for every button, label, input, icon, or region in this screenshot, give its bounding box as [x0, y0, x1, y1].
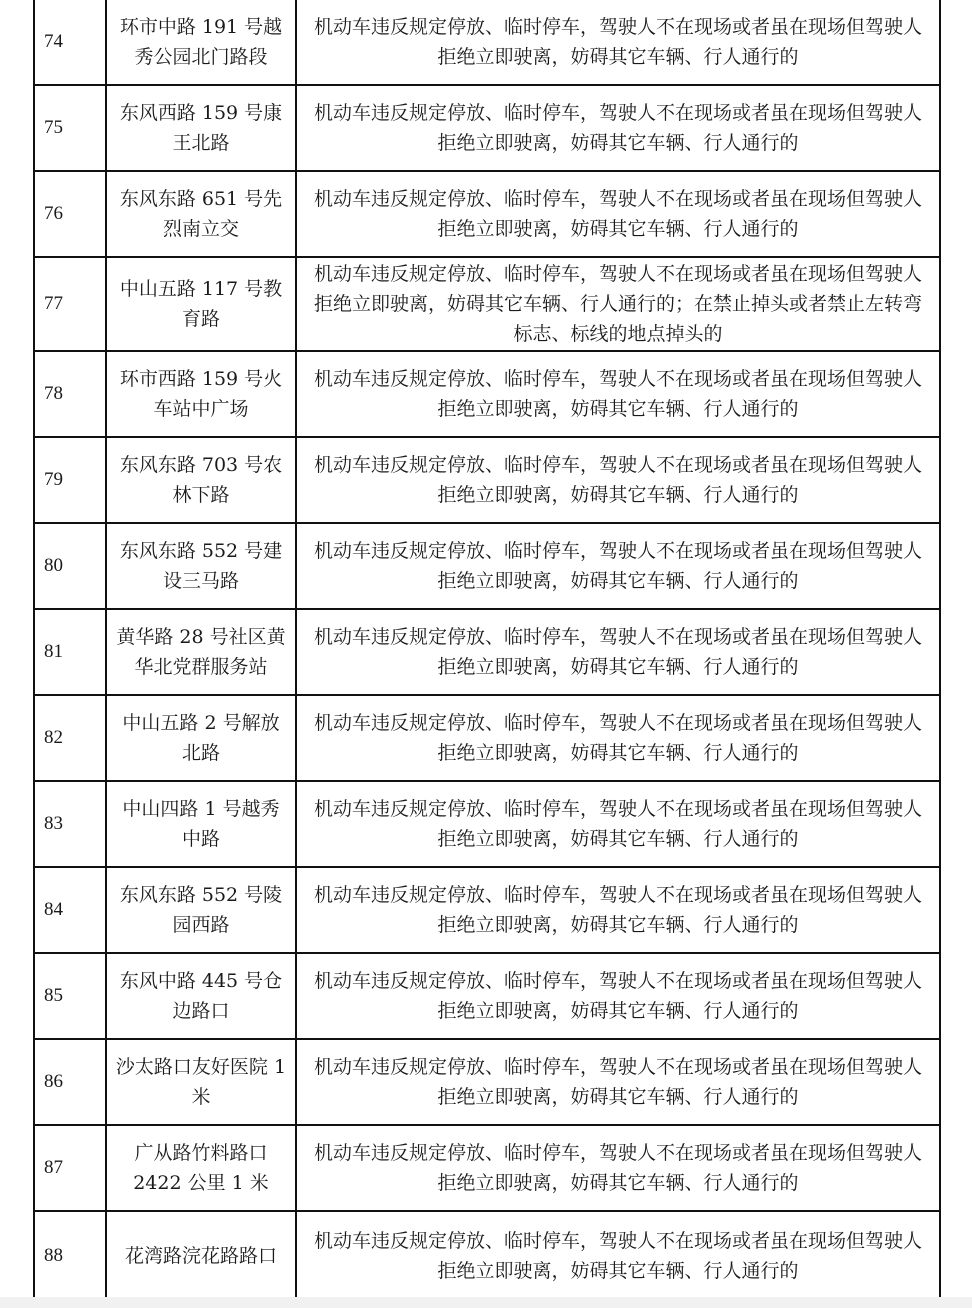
- table-row: [34, 781, 940, 867]
- row-number: 83: [34, 781, 106, 867]
- table-row: [34, 351, 940, 437]
- row-number: 81: [34, 609, 106, 695]
- violation-cell: 机动车违反规定停放、临时停车，驾驶人不在现场或者虽在现场但驾驶人拒绝立即驶离，妨碍其它车辆、行人通行的: [296, 1039, 940, 1125]
- location-cell: 花湾路浣花路路口: [106, 1211, 296, 1300]
- violation-cell: 机动车违反规定停放、临时停车，驾驶人不在现场或者虽在现场但驾驶人拒绝立即驶离，妨碍其它车辆、行人通行的: [296, 85, 940, 171]
- location-cell: 环市中路 191 号越秀公园北门路段: [106, 0, 296, 85]
- location-cell: 东风东路 552 号建设三马路: [106, 523, 296, 609]
- violation-cell: 机动车违反规定停放、临时停车，驾驶人不在现场或者虽在现场但驾驶人拒绝立即驶离，妨碍其它车辆、行人通行的: [296, 0, 940, 85]
- row-number: 85: [34, 953, 106, 1039]
- violation-cell: 机动车违反规定停放、临时停车，驾驶人不在现场或者虽在现场但驾驶人拒绝立即驶离，妨碍其它车辆、行人通行的: [296, 171, 940, 257]
- location-cell: 东风东路 552 号陵园西路: [106, 867, 296, 953]
- table-row: [34, 1211, 940, 1300]
- location-cell: 中山四路 1 号越秀中路: [106, 781, 296, 867]
- violation-cell: 机动车违反规定停放、临时停车，驾驶人不在现场或者虽在现场但驾驶人拒绝立即驶离，妨碍其它车辆、行人通行的: [296, 953, 940, 1039]
- location-cell: 广从路竹料路口 2422 公里 1 米: [106, 1125, 296, 1211]
- location-cell: 中山五路 2 号解放北路: [106, 695, 296, 781]
- table-row: [34, 171, 940, 257]
- row-number: 88: [34, 1211, 106, 1300]
- table-row: [34, 1125, 940, 1211]
- violation-cell: 机动车违反规定停放、临时停车，驾驶人不在现场或者虽在现场但驾驶人拒绝立即驶离，妨碍其它车辆、行人通行的: [296, 523, 940, 609]
- location-cell: 中山五路 117 号教育路: [106, 257, 296, 351]
- location-cell: 黄华路 28 号社区黄华北党群服务站: [106, 609, 296, 695]
- violation-cell: 机动车违反规定停放、临时停车，驾驶人不在现场或者虽在现场但驾驶人拒绝立即驶离，妨碍其它车辆、行人通行的: [296, 781, 940, 867]
- row-number: 78: [34, 351, 106, 437]
- location-cell: 东风东路 703 号农林下路: [106, 437, 296, 523]
- violation-cell: 机动车违反规定停放、临时停车，驾驶人不在现场或者虽在现场但驾驶人拒绝立即驶离，妨碍其它车辆、行人通行的: [296, 695, 940, 781]
- location-cell: 沙太路口友好医院 1 米: [106, 1039, 296, 1125]
- violation-cell: 机动车违反规定停放、临时停车，驾驶人不在现场或者虽在现场但驾驶人拒绝立即驶离，妨碍其它车辆、行人通行的: [296, 351, 940, 437]
- location-cell: 东风西路 159 号康王北路: [106, 85, 296, 171]
- violation-cell: 机动车违反规定停放、临时停车，驾驶人不在现场或者虽在现场但驾驶人拒绝立即驶离，妨碍其它车辆、行人通行的: [296, 867, 940, 953]
- row-number: 75: [34, 85, 106, 171]
- table-row: [34, 0, 940, 85]
- row-number: 74: [34, 0, 106, 85]
- table-row: [34, 523, 940, 609]
- table-row: [34, 867, 940, 953]
- table-row: [34, 953, 940, 1039]
- violation-cell: 机动车违反规定停放、临时停车，驾驶人不在现场或者虽在现场但驾驶人拒绝立即驶离，妨碍其它车辆、行人通行的: [296, 609, 940, 695]
- row-number: 80: [34, 523, 106, 609]
- row-number: 76: [34, 171, 106, 257]
- row-number: 84: [34, 867, 106, 953]
- violation-locations-table: [33, 0, 941, 1301]
- row-number: 77: [34, 257, 106, 351]
- table-row: [34, 1039, 940, 1125]
- row-number: 82: [34, 695, 106, 781]
- table-row: [34, 257, 940, 351]
- table-row: [34, 85, 940, 171]
- violation-cell: 机动车违反规定停放、临时停车，驾驶人不在现场或者虽在现场但驾驶人拒绝立即驶离，妨碍其它车辆、行人通行的: [296, 1211, 940, 1300]
- row-number: 79: [34, 437, 106, 523]
- violation-cell: 机动车违反规定停放、临时停车，驾驶人不在现场或者虽在现场但驾驶人拒绝立即驶离，妨碍其它车辆、行人通行的: [296, 437, 940, 523]
- table-row: [34, 609, 940, 695]
- row-number: 86: [34, 1039, 106, 1125]
- location-cell: 东风中路 445 号仓边路口: [106, 953, 296, 1039]
- violation-cell: 机动车违反规定停放、临时停车，驾驶人不在现场或者虽在现场但驾驶人拒绝立即驶离，妨碍其它车辆、行人通行的；在禁止掉头或者禁止左转弯标志、标线的地点掉头的: [296, 257, 940, 351]
- table-row: [34, 695, 940, 781]
- page-bottom-edge: [0, 1297, 972, 1308]
- location-cell: 环市西路 159 号火车站中广场: [106, 351, 296, 437]
- row-number: 87: [34, 1125, 106, 1211]
- table-row: [34, 437, 940, 523]
- violation-cell: 机动车违反规定停放、临时停车，驾驶人不在现场或者虽在现场但驾驶人拒绝立即驶离，妨碍其它车辆、行人通行的: [296, 1125, 940, 1211]
- location-cell: 东风东路 651 号先烈南立交: [106, 171, 296, 257]
